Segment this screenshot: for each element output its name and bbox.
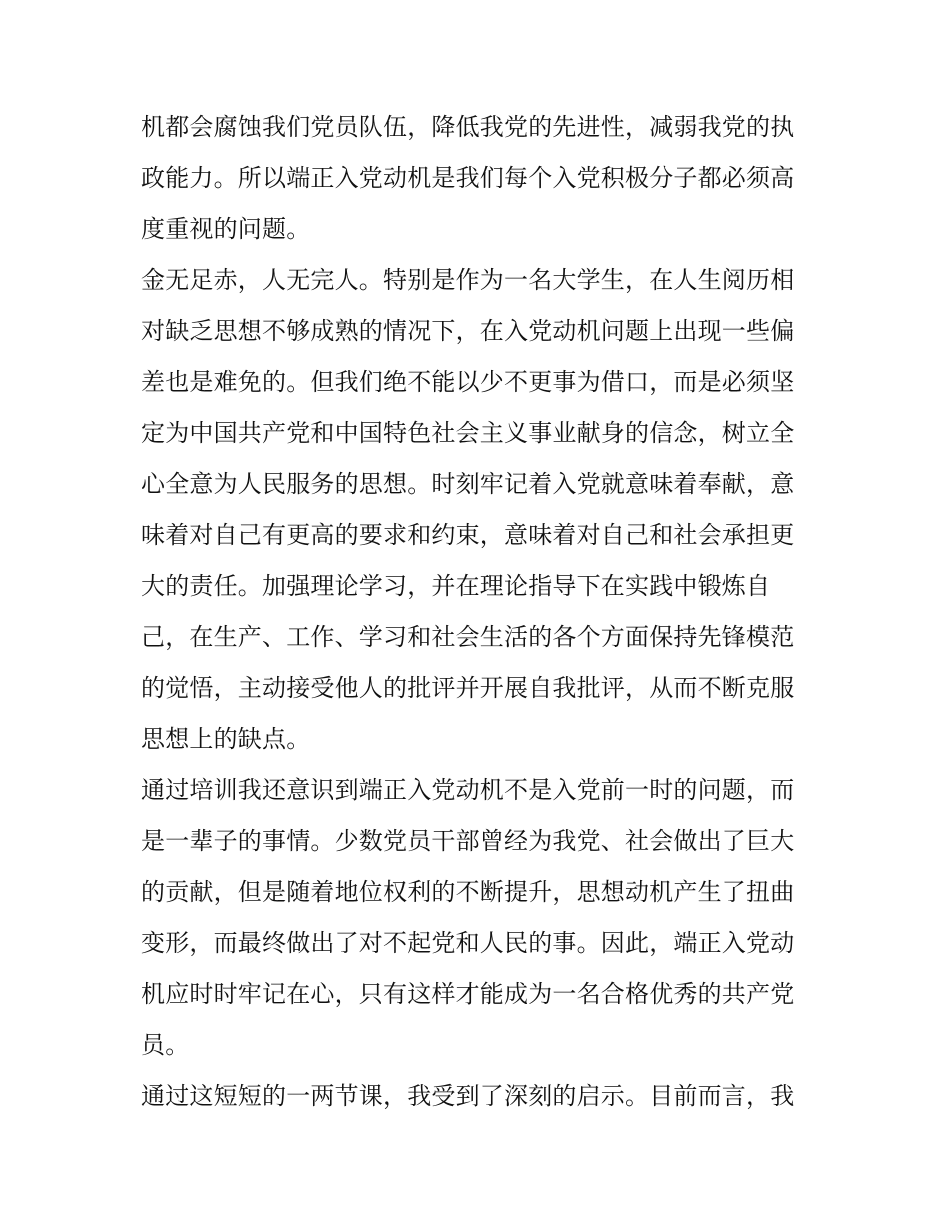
text-line: 的觉悟，主动接受他人的批评并开展自我批评，从而不断克服 bbox=[141, 674, 795, 702]
paragraph bbox=[141, 1071, 813, 1122]
text-line: 大的责任。加强理论学习，并在理论指导下在实践中锻炼自 bbox=[141, 572, 771, 600]
paragraph bbox=[141, 102, 813, 255]
text-line: 思想上的缺点。 bbox=[141, 725, 311, 753]
text-line: 变形，而最终做出了对不起党和人民的事。因此，端正入党动 bbox=[141, 929, 795, 957]
text-line: 通过这短短的一两节课，我受到了深刻的启示。目前而言，我 bbox=[141, 1082, 795, 1110]
text-line: 是一辈子的事情。少数党员干部曾经为我党、社会做出了巨大 bbox=[141, 827, 795, 855]
text-line: 差也是难免的。但我们绝不能以少不更事为借口，而是必须坚 bbox=[141, 368, 795, 396]
text-line: 机应时时牢记在心，只有这样才能成为一名合格优秀的共产党 bbox=[141, 980, 795, 1008]
text-line: 的贡献，但是随着地位权利的不断提升，思想动机产生了扭曲 bbox=[141, 878, 795, 906]
text-line: 度重视的问题。 bbox=[141, 215, 311, 243]
text-line: 味着对自己有更高的要求和约束，意味着对自己和社会承担更 bbox=[141, 521, 795, 549]
text-line: 金无足赤，人无完人。特别是作为一名大学生，在人生阅历相 bbox=[141, 266, 795, 294]
text-line: 政能力。所以端正入党动机是我们每个入党积极分子都必须高 bbox=[141, 164, 795, 192]
text-line: 通过培训我还意识到端正入党动机不是入党前一时的问题，而 bbox=[141, 776, 795, 804]
text-line: 心全意为人民服务的思想。时刻牢记着入党就意味着奉献，意 bbox=[141, 470, 795, 498]
text-line: 定为中国共产党和中国特色社会主义事业献身的信念，树立全 bbox=[141, 419, 795, 447]
paragraph bbox=[141, 255, 813, 765]
paragraph bbox=[141, 765, 813, 1071]
document-body bbox=[141, 102, 813, 1122]
text-line: 对缺乏思想不够成熟的情况下，在入党动机问题上出现一些偏 bbox=[141, 317, 795, 345]
text-line: 员。 bbox=[141, 1031, 190, 1059]
text-line: 己，在生产、工作、学习和社会生活的各个方面保持先锋模范 bbox=[141, 623, 795, 651]
text-line: 机都会腐蚀我们党员队伍，降低我党的先进性，减弱我党的执 bbox=[141, 113, 795, 141]
